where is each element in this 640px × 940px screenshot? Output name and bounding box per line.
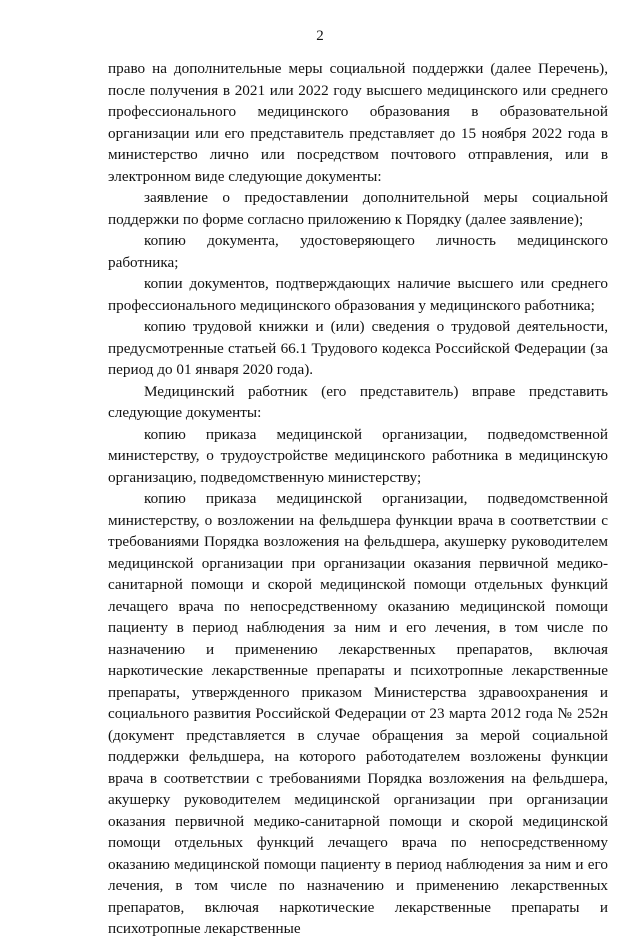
paragraph-work-record: копию трудовой книжки и (или) сведения о трудовой деятельности, предусмотренные статьей 66.1 Трудового кодекса Российской Федерации (за период до 01 января 2020 года). [108, 318, 608, 378]
paragraph-employment-order: копию приказа медицинской организации, подведомственной министерству, о трудоустройстве медицинского работника в медицинскую организацию, подведомственную министерству; [108, 425, 608, 486]
page-number: 2 [316, 28, 324, 44]
paragraph-optional-documents: Медицинский работник (его представитель) вправе представить следующие документы: [108, 382, 608, 421]
paragraph-identity-document: копию документа, удостоверяющего личность медицинского работника; [108, 232, 608, 271]
paragraph-intro: право на дополнительные меры социальной поддержки (далее Перечень), после получения в 2021 или 2022 году высшего медицинского или среднего профессионального медицинского образования в образовательной организации или его представитель представляет до 15 ноября 2022 года в министерство лично или посредством почтового отправления, или в электронном виде следующие документы: [108, 60, 608, 185]
paragraph-paramedic-order: копию приказа медицинской организации, подведомственной министерству, о возложении на фельдшера функции врача в соответствии с требованиями Порядка возложения на фельдшера, акушерку руководителем медицинской организации при организации оказания первичной медико-санитарной помощи и скорой медицинской помощи отдельных функций лечащего врача по непосредственному оказанию медицинской помощи пациенту в период наблюдения за ним и его лечения, в том числе по назначению и применению лекарственных препаратов, включая наркотические лекарственные препараты и психотропные лекарственные препараты, утвержденного приказом Министерства здравоохранения и социального развития Российской Федерации от 23 марта 2012 года № 252н (документ представляется в случае обращения за мерой социальной поддержки фельдшера, на которого работодателем возложены функции врача в соответствии с требованиями Порядка возложения на фельдшера, акушерку руководителем медицинской организации при организации оказания первичной медико-санитарной помощи и скорой медицинской помощи отдельных функций лечащего врача по непосредственному оказанию медицинской помощи пациенту в период наблюдения за ним и его лечения, в том числе по назначению и применению лекарственных препаратов, включая наркотические лекарственные препараты и психотропные лекарственные [108, 490, 608, 937]
document-body [108, 58, 608, 940]
paragraph-education-documents: копии документов, подтверждающих наличие высшего или среднего профессионального медицинского образования у медицинского работника; [108, 275, 608, 314]
paragraph-application: заявление о предоставлении дополнительной меры социальной поддержки по форме согласно приложению к Порядку (далее заявление); [108, 189, 608, 228]
